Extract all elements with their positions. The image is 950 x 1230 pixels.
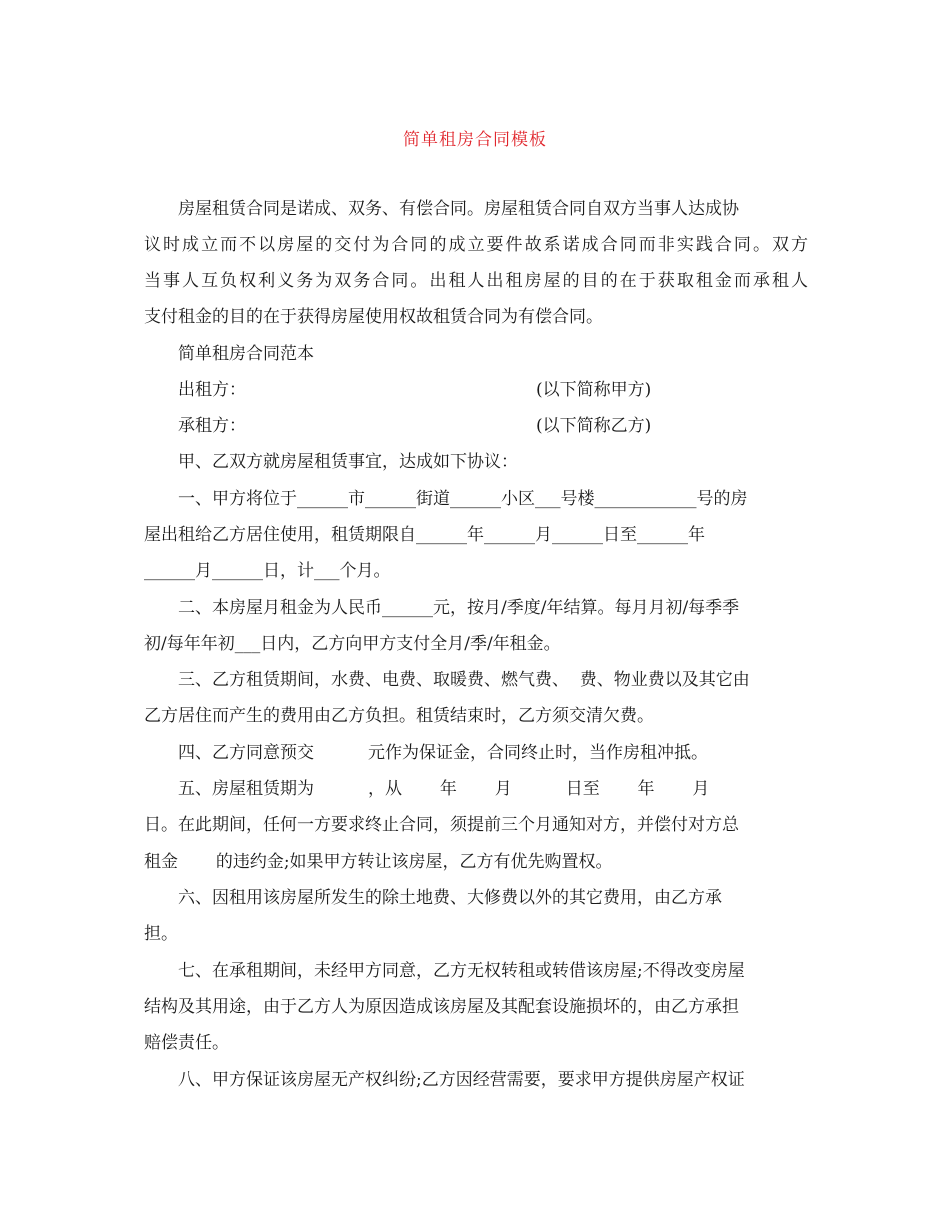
section-heading: 简单租房合同范本	[178, 344, 314, 364]
clause-line: 七、在承租期间，未经甲方同意，乙方无权转租或转借该房屋;不得改变房屋	[178, 961, 745, 981]
clause-line: ______月______日，计___个月。	[144, 561, 391, 581]
clause-line: 一、甲方将位于______市______街道______小区___号楼____________号的房	[178, 489, 748, 509]
paragraph-line: 当事人互负权利义务为双务合同。出租人出租房屋的目的在于获取租金而承租人	[144, 271, 808, 291]
page-title: 简单租房合同模板	[403, 130, 547, 150]
clause-line: 乙方居住而产生的费用由乙方负担。租赁结束时，乙方须交清欠费。	[144, 706, 654, 726]
clause-line: 担。	[144, 924, 178, 944]
clause-line: 屋出租给乙方居住使用，租赁期限自______年______月______日至______年	[144, 525, 705, 545]
clause-line: 结构及其用途，由于乙方人为原因造成该房屋及其配套设施损坏的，由乙方承担	[144, 997, 739, 1017]
paragraph-line: 支付租金的目的在于获得房屋使用权故租赁合同为有偿合同。	[144, 307, 603, 327]
clause-line: 六、因租用该房屋所发生的除土地费、大修费以外的其它费用，由乙方承	[178, 888, 722, 908]
clause-line: 赔偿责任。	[144, 1033, 229, 1053]
clause-line: 五、房屋租赁期为 ，从 年 月 日至 年 月	[178, 779, 710, 799]
clause-line: 八、甲方保证该房屋无产权纠纷;乙方因经营需要，要求甲方提供房屋产权证	[178, 1070, 745, 1090]
lessee-note: (以下简称乙方)	[536, 416, 652, 436]
lessor-label: 出租方：	[178, 380, 246, 400]
agreement-intro: 甲、乙双方就房屋租赁事宜，达成如下协议：	[178, 452, 518, 472]
paragraph-line: 房屋租赁合同是诺成、双务、有偿合同。房屋租赁合同自双方当事人达成协	[178, 199, 739, 219]
clause-line: 二、本房屋月租金为人民币______元，按月/季度/年结算。每月月初/每季季	[178, 598, 740, 618]
clause-line: 初/每年年初___日内，乙方向甲方支付全月/季/年租金。	[144, 634, 561, 654]
clause-line: 三、乙方租赁期间，水费、电费、取暖费、燃气费、 费、物业费以及其它由	[178, 670, 750, 690]
paragraph-line: 议时成立而不以房屋的交付为合同的成立要件故系诺成合同而非实践合同。双方	[144, 235, 808, 255]
clause-line: 租金 的违约金;如果甲方转让该房屋，乙方有优先购置权。	[144, 852, 613, 872]
lessor-note: (以下简称甲方)	[536, 380, 652, 400]
clause-line: 日。在此期间，任何一方要求终止合同，须提前三个月通知对方，并偿付对方总	[144, 815, 739, 835]
lessee-label: 承租方：	[178, 416, 246, 436]
clause-line: 四、乙方同意预交 元作为保证金，合同终止时，当作房租冲抵。	[178, 743, 709, 763]
